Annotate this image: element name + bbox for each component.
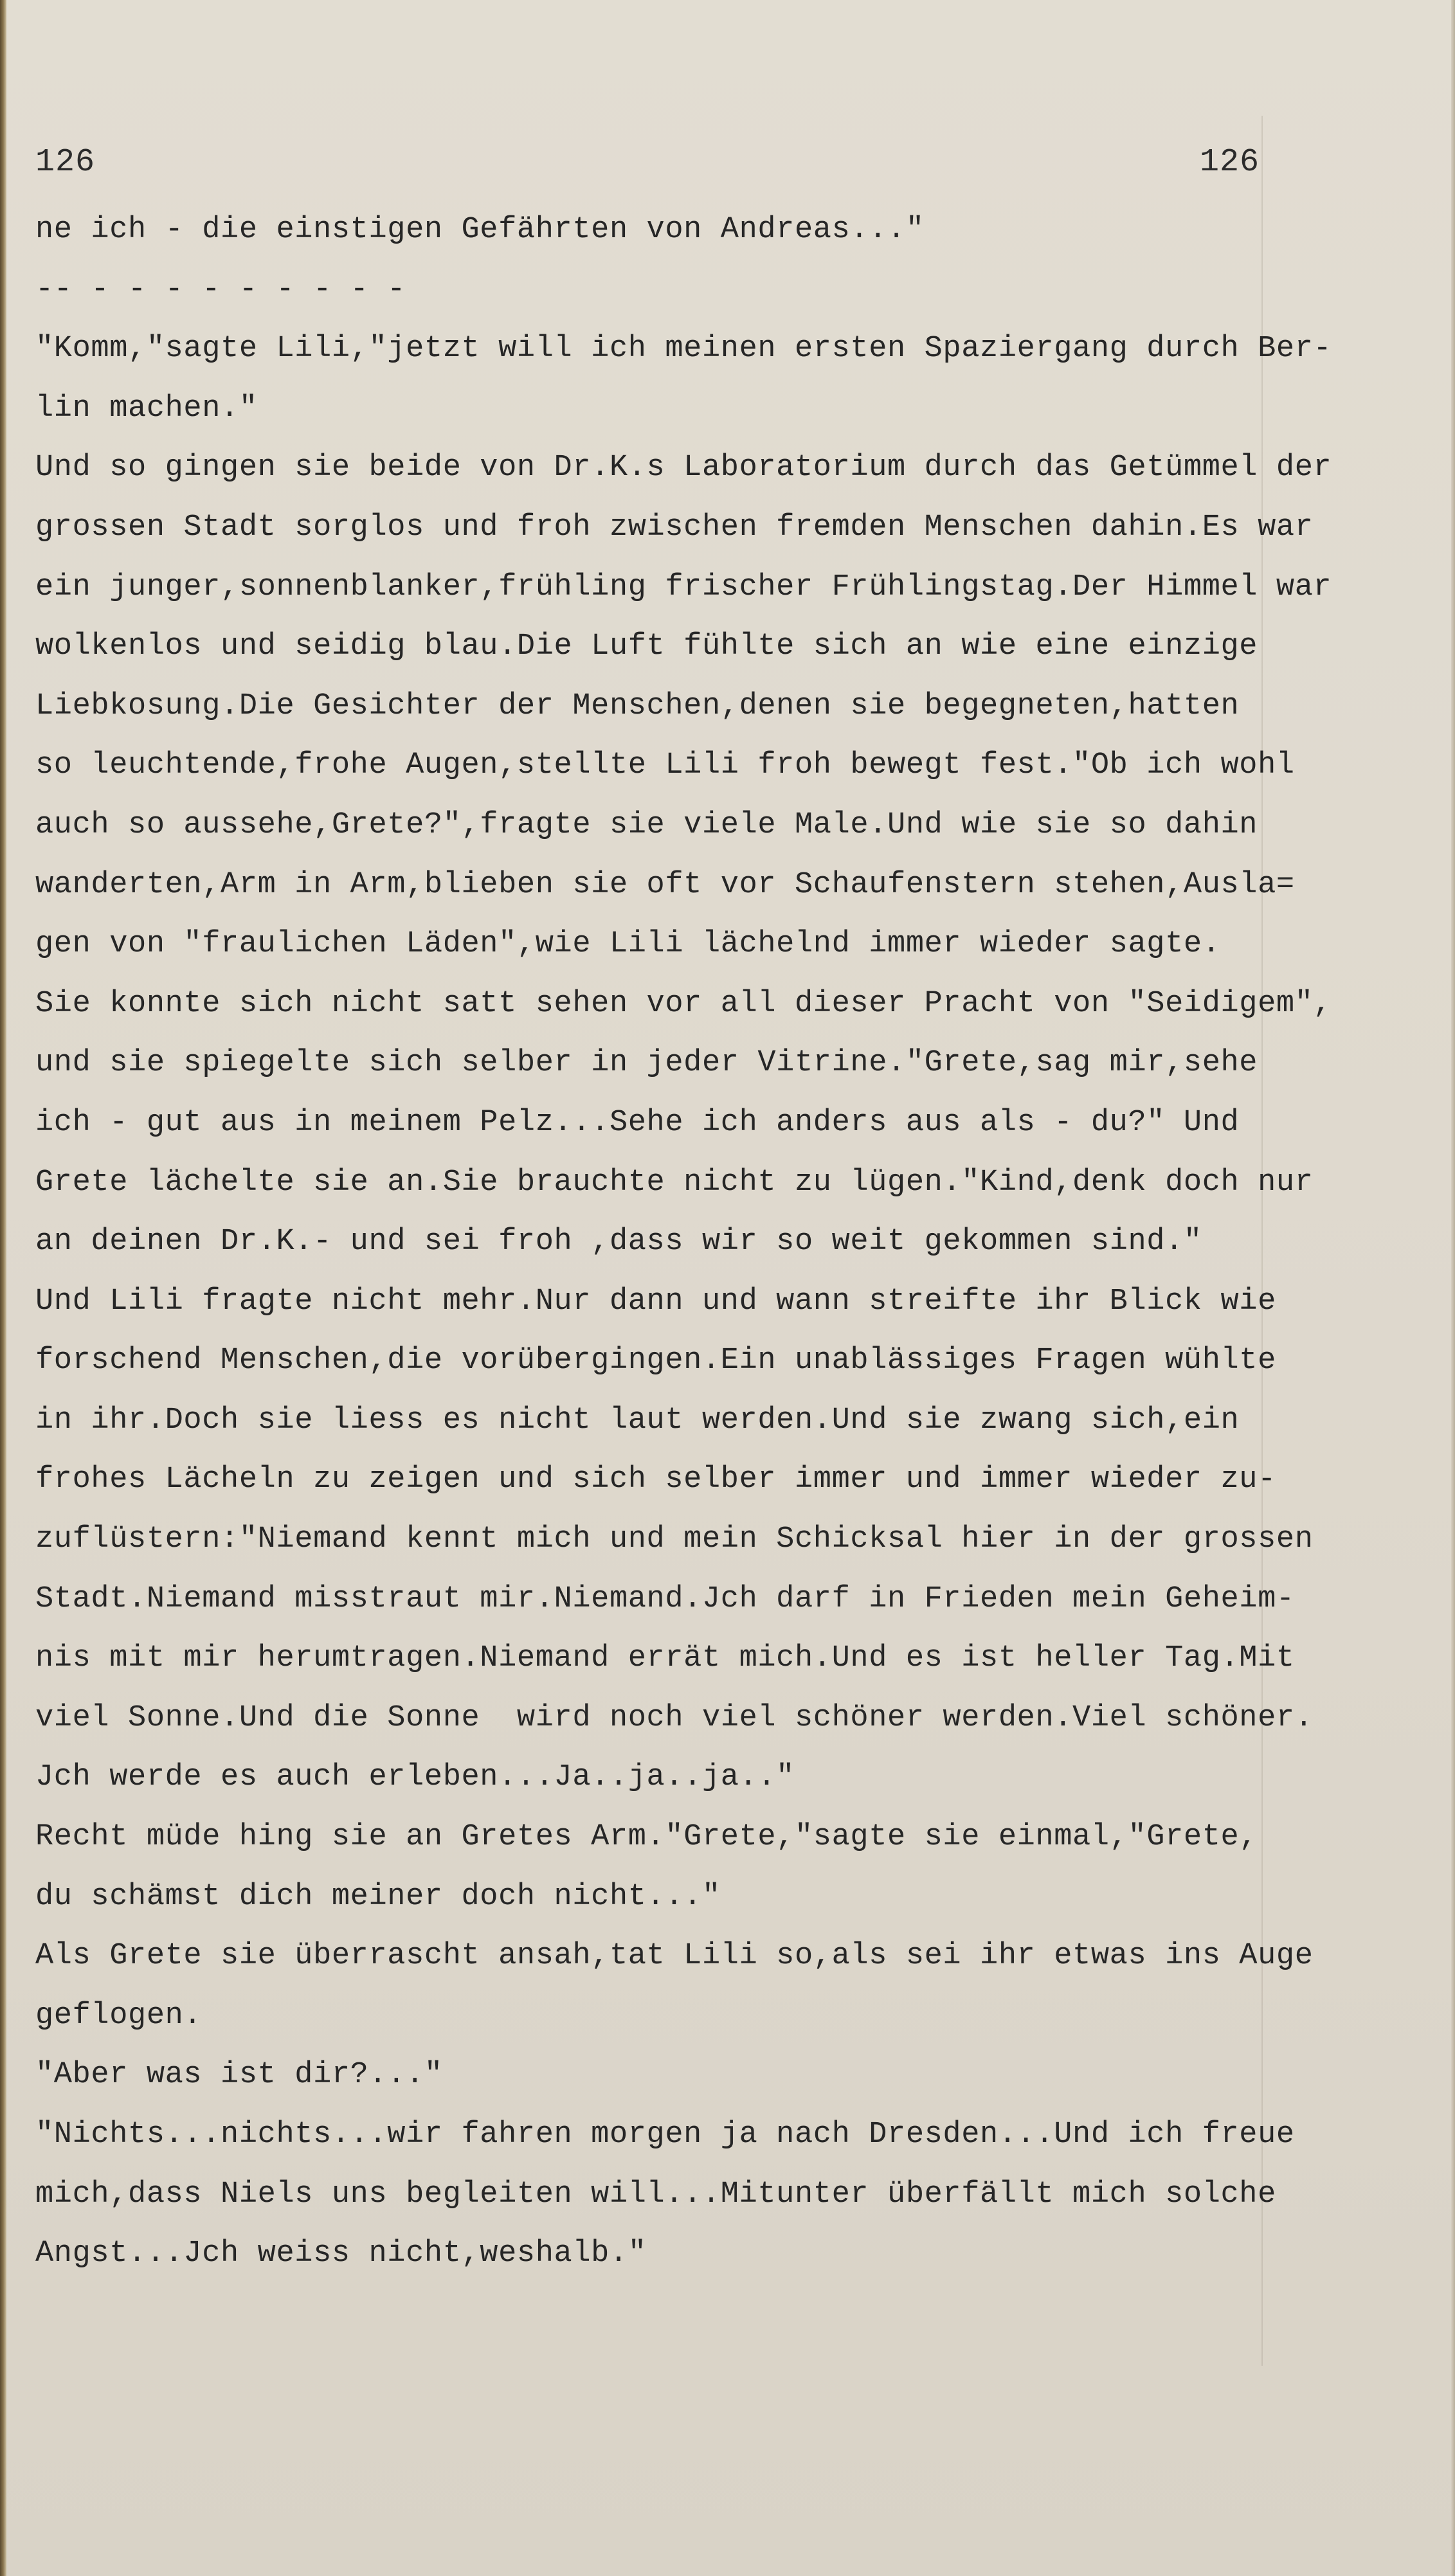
text-line: ich - gut aus in meinem Pelz...Sehe ich anders aus als - du?" Und <box>35 1105 1240 1140</box>
text-line: auch so aussehe,Grete?",fragte sie viele Male.Und wie sie so dahin <box>35 807 1258 842</box>
text-line: Liebkosung.Die Gesichter der Menschen,denen sie begegneten,hatten <box>35 689 1240 723</box>
text-line: frohes Lächeln zu zeigen und sich selber immer und immer wieder zu- <box>35 1463 1276 1497</box>
text-line: Angst...Jch weiss nicht,weshalb." <box>35 2237 647 2271</box>
text-line: ein junger,sonnenblanker,frühling frischer Frühlingstag.Der Himmel war <box>35 570 1332 604</box>
text-line: du schämst dich meiner doch nicht..." <box>35 1879 721 1914</box>
text-line: ne ich - die einstigen Gefährten von Andreas..." <box>35 213 925 247</box>
text-line: Sie konnte sich nicht satt sehen vor all dieser Pracht von "Seidigem", <box>35 986 1332 1021</box>
text-line: "Komm,"sagte Lili,"jetzt will ich meinen ersten Spaziergang durch Ber- <box>35 332 1332 366</box>
paper-edge <box>1451 0 1455 2576</box>
page-number-left: 126 <box>35 144 96 181</box>
text-line: Und Lili fragte nicht mehr.Nur dann und wann streifte ihr Blick wie <box>35 1284 1276 1319</box>
text-line: Als Grete sie überrascht ansah,tat Lili so,als sei ihr etwas ins Auge <box>35 1939 1314 1974</box>
text-line: zuflüstern:"Niemand kennt mich und mein Schicksal hier in der grossen <box>35 1522 1314 1557</box>
text-line: geflogen. <box>35 1998 203 2033</box>
text-line: wanderten,Arm in Arm,blieben sie oft vor Schaufenstern stehen,Ausla= <box>35 867 1295 902</box>
binding-edge <box>0 0 6 2576</box>
page-number-right: 126 <box>1200 144 1260 181</box>
text-line: gen von "fraulichen Läden",wie Lili lächelnd immer wieder sagte. <box>35 927 1221 962</box>
text-line: und sie spiegelte sich selber in jeder Vitrine."Grete,sag mir,sehe <box>35 1046 1258 1081</box>
text-line: Und so gingen sie beide von Dr.K.s Laboratorium durch das Getümmel der <box>35 451 1332 485</box>
text-line: Jch werde es auch erleben...Ja..ja..ja.." <box>35 1760 795 1795</box>
text-line: in ihr.Doch sie liess es nicht laut werden.Und sie zwang sich,ein <box>35 1403 1240 1437</box>
text-line: mich,dass Niels uns begleiten will...Mitunter überfällt mich solche <box>35 2177 1276 2211</box>
text-line: Grete lächelte sie an.Sie brauchte nicht zu lügen."Kind,denk doch nur <box>35 1165 1314 1200</box>
text-line: "Aber was ist dir?..." <box>35 2058 443 2093</box>
text-line: forschend Menschen,die vorübergingen.Ein unablässiges Fragen wühlte <box>35 1344 1276 1378</box>
section-divider: -- - - - - - - - - - <box>35 272 406 307</box>
text-line: wolkenlos und seidig blau.Die Luft fühlte sich an wie eine einzige <box>35 629 1258 664</box>
text-line: viel Sonne.Und die Sonne wird noch viel schöner werden.Viel schöner. <box>35 1700 1314 1735</box>
text-line: Stadt.Niemand misstraut mir.Niemand.Jch darf in Frieden mein Geheim- <box>35 1581 1295 1616</box>
text-line: "Nichts...nichts...wir fahren morgen ja nach Dresden...Und ich freue <box>35 2118 1295 2152</box>
text-line: Recht müde hing sie an Gretes Arm."Grete,"sagte sie einmal,"Grete, <box>35 1820 1258 1855</box>
text-line: lin machen." <box>35 391 258 426</box>
text-line: an deinen Dr.K.- und sei froh ,dass wir so weit gekommen sind." <box>35 1225 1202 1259</box>
text-line: nis mit mir herumtragen.Niemand errät mich.Und es ist heller Tag.Mit <box>35 1641 1295 1676</box>
text-line: grossen Stadt sorglos und froh zwischen fremden Menschen dahin.Es war <box>35 510 1314 545</box>
typewritten-text-body <box>35 201 1437 2284</box>
text-line: so leuchtende,frohe Augen,stellte Lili froh bewegt fest."Ob ich wohl <box>35 748 1295 783</box>
